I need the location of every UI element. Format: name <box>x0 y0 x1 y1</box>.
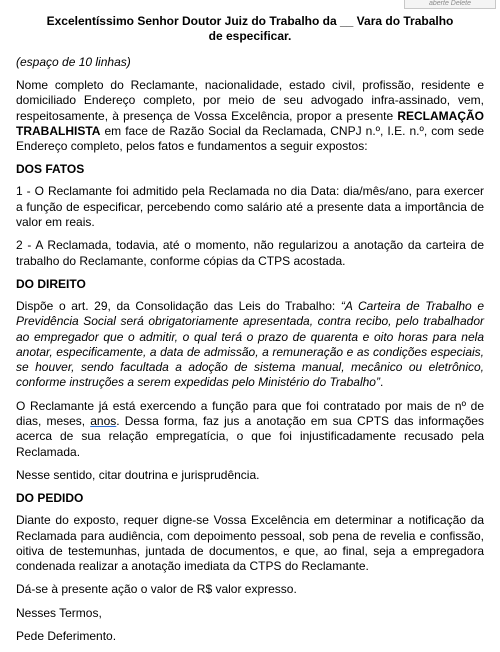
pedido-paragraph-1: Diante do exposto, requer digne-se Vossa Excelência em determinar a notificação da Reclamada para audiência, com depoimento pessoal, sob pena de revelia e confissão, oitiva de testemunhas, juntada de documentos, e que, ao final, seja a empregadora condenada realizar a anotação imediata da CTPS do Reclamante. <box>16 513 484 574</box>
spellcheck-marked-word: anos <box>90 414 117 429</box>
fatos-paragraph-2: 2 - A Reclamada, todavia, até o momento, não regularizou a anotação da carteira de trabalho do Reclamante, conforme cópias da CTPS acostada. <box>16 238 484 268</box>
direito-paragraph-1 <box>16 299 484 391</box>
clt-quote: “A Carteira de Trabalho e Previdência Social será obrigatoriamente apresentada, contra recibo, pelo trabalhador ao empregador que o admitir, o qual terá o prazo de quarenta e oito horas para nela anotar, especificamente, a data de admissão, a remuneração e as condições especiais, se houver, sendo facultada a adoção de sistema manual, mecânico ou eletrônico, conforme instruções a serem expedidas pelo Ministério do Trabalho” <box>16 298 484 390</box>
heading-dos-fatos: DOS FATOS <box>16 162 85 177</box>
pedido-paragraph-2: Dá-se à presente ação o valor de R$ valor expresso. <box>16 582 297 597</box>
claim-type: RECLAMAÇÃO TRABALHISTA <box>16 108 484 138</box>
direito-paragraph-2 <box>16 399 484 460</box>
direito-p2-after: . Dessa forma, faz jus a anotação em sua CPTS das informações acerca de sua relação empregatícia, o que foi injustificadamente recusado pela Reclamada. <box>16 414 484 459</box>
direito-paragraph-3: Nesse sentido, citar doutrina e jurisprudência. <box>16 467 260 482</box>
fatos-paragraph-1: 1 - O Reclamante foi admitido pela Reclamada no dia Data: dia/mês/ano, para exercer a função de especificar, percebendo como salário até a presente data a importância de valor em reais. <box>16 184 484 230</box>
intro-paragraph <box>16 78 484 154</box>
document-title <box>16 14 484 44</box>
intro-text-after: em face de Razão Social da Reclamada, CNPJ n.º, I.E. n.º, com sede Endereço completo, pelos fatos e fundamentos a seguir expostos: <box>16 123 484 154</box>
title-line-1: Excelentíssimo Senhor Doutor Juiz do Trabalho da __ Vara do Trabalho <box>46 14 454 28</box>
corner-tag: aberte Delete <box>404 0 496 9</box>
closing-line-1: Nesses Termos, <box>16 605 102 620</box>
direito-p2-before: O Reclamante já está exercendo a função para que foi contratado por mais de nº de dias, meses, <box>16 398 484 429</box>
heading-do-direito: DO DIREITO <box>16 276 86 291</box>
title-line-2: de especificar. <box>208 29 292 43</box>
heading-do-pedido: DO PEDIDO <box>16 491 84 506</box>
closing-line-2: Pede Deferimento. <box>16 629 117 644</box>
intro-text-before: Nome completo do Reclamante, nacionalidade, estado civil, profissão, residente e domiciliado Endereço completo, por meio de seu advogado infra-assinado, vem, respeitosamente, à presença de Vossa Excelência, propor a presente <box>16 78 484 123</box>
spacing-note: (espaço de 10 linhas) <box>16 55 131 69</box>
direito-text-after: . <box>379 375 384 390</box>
direito-text-before: Dispõe o art. 29, da Consolidação das Leis do Trabalho: <box>16 298 341 313</box>
document-body <box>16 14 484 652</box>
